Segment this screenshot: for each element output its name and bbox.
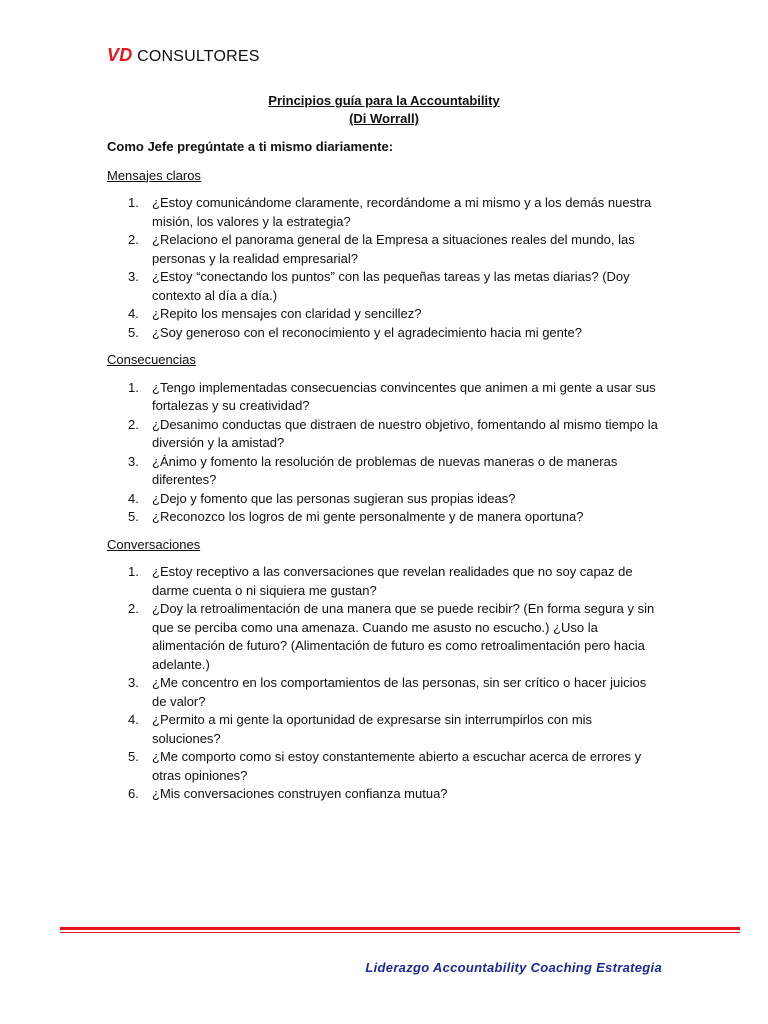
list-conversaciones <box>107 563 662 804</box>
list-item: 4. ¿Repito los mensajes con claridad y sencillez? <box>128 306 422 321</box>
list-mensajes-claros <box>107 194 662 342</box>
title-line-2: (Di Worrall) <box>349 111 419 126</box>
list-item: 2. ¿Doy la retroalimentación de una manera que se puede recibir? (En forma segura y sin que se perciba como una amenaza. Cuando me asusto no escucho.) ¿Uso la alimentación de futuro? (Alimentación de futuro es como retroalimentación pero hacia adelante.) <box>128 601 655 672</box>
list-item: 5. ¿Reconozco los logros de mi gente personalmente y de manera oportuna? <box>128 509 584 524</box>
list-consecuencias <box>107 379 662 527</box>
title-line-1: Principios guía para la Accountability <box>268 93 500 108</box>
section-heading-mensajes-claros: Mensajes claros <box>107 167 201 183</box>
list-item: 4. ¿Dejo y fomento que las personas sugieran sus propias ideas? <box>128 490 516 506</box>
footer-divider <box>60 927 740 933</box>
document-title <box>0 92 768 128</box>
list-item: 1. ¿Estoy comunicándome claramente, recordándome a mi mismo y a los demás nuestra misión, los valores y la estrategia? <box>128 195 652 229</box>
list-item: 5. ¿Me comporto como si estoy constantemente abierto a escuchar acerca de errores y otras opiniones? <box>128 749 642 783</box>
list-item: 4. ¿Permito a mi gente la oportunidad de expresarse sin interrumpirlos con mis soluciones? <box>128 712 593 746</box>
list-item: 2. ¿Desanimo conductas que distraen de nuestro objetivo, fomentando al mismo tiempo la diversión y la amistad? <box>128 416 658 450</box>
section-heading-consecuencias: Consecuencias <box>107 352 196 367</box>
list-item: 3. ¿Estoy “conectando los puntos” con las pequeñas tareas y las metas diarias? (Doy contexto al día a día.) <box>128 269 630 303</box>
footer-divider-thick <box>60 927 740 930</box>
list-item: 3. ¿Ánimo y fomento la resolución de problemas de nuevas maneras o de maneras diferentes? <box>128 453 618 487</box>
list-item: 1. ¿Tengo implementadas consecuencias convincentes que animen a mi gente a usar sus fortalezas y su creatividad? <box>128 379 656 413</box>
list-item: 2. ¿Relaciono el panorama general de la Empresa a situaciones reales del mundo, las personas y la realidad empresarial? <box>128 232 635 266</box>
list-item: 6. ¿Mis conversaciones construyen confianza mutua? <box>128 786 448 801</box>
list-item: 3. ¿Me concentro en los comportamientos de las personas, sin ser crítico o hacer juicios de valor? <box>128 675 647 709</box>
list-item: 5. ¿Soy generoso con el reconocimiento y el agradecimiento hacia mi gente? <box>128 324 582 340</box>
intro-text: Como Jefe pregúntate a ti mismo diariamente: <box>107 139 394 154</box>
logo-consultores: CONSULTORES <box>137 48 260 65</box>
company-logo <box>107 45 260 66</box>
section-heading-conversaciones: Conversaciones <box>107 536 201 552</box>
document-body <box>107 138 662 813</box>
logo-vd: VD <box>107 45 133 65</box>
footer-divider-thin <box>60 932 740 933</box>
list-item: 1. ¿Estoy receptivo a las conversaciones que revelan realidades que no soy capaz de darme cuenta o ni siquiera me gustan? <box>128 564 633 598</box>
footer-tagline: Liderazgo Accountability Coaching Estrategia <box>365 960 662 975</box>
